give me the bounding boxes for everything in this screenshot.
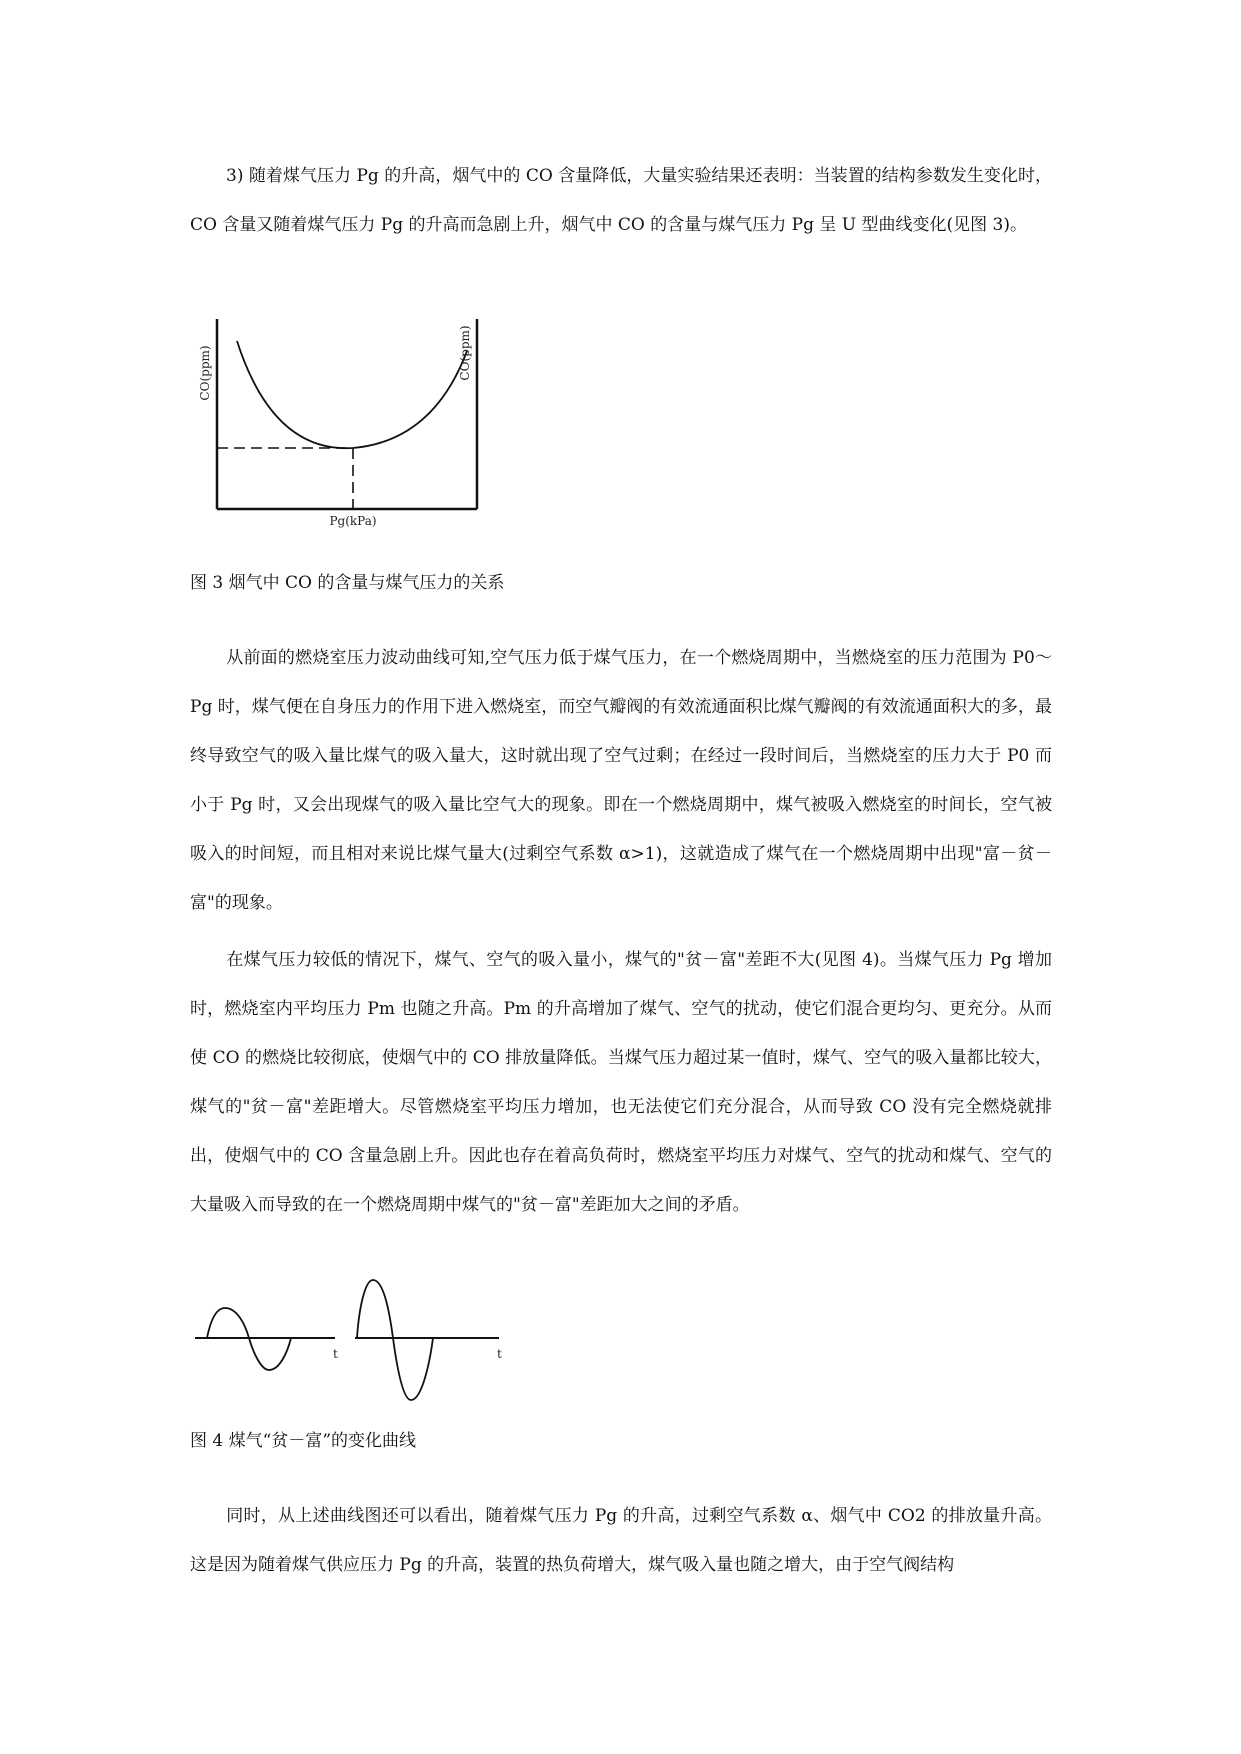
paragraph-4 (190, 1492, 1052, 1590)
paragraph-3-text: 在煤气压力较低的情况下，煤气、空气的吸入量小，煤气的"贫－富"差距不大(见图 4)。当煤气压力 Pg 增加时，燃烧室内平均压力 Pm 也随之升高。Pm 的升高增加了煤气、空气的扰动，使它们混合更均匀、更充分。从而使 CO 的燃烧比较彻底，使烟气中的 CO 排放量降低。当煤气压力超过某一值时，煤气、空气的吸入量都比较大，煤气的"贫－富"差距增大。尽管燃烧室平均压力增加，也无法使它们充分混合，从而导致 CO 没有完全燃烧就排出，使烟气中的 CO 含量急剧上升。因此也存在着高负荷时，燃烧室平均压力对煤气、空气的扰动和煤气、空气的大量吸入而导致的在一个燃烧周期中煤气的"贫－富"差距加大之间的矛盾。 (190, 950, 1052, 1215)
figure-3-chart (185, 313, 495, 533)
paragraph-1 (190, 152, 1052, 250)
figure-4-caption: 图 4 煤气“贫－富”的变化曲线 (190, 1431, 417, 1451)
wave-1-t-label: t (333, 1347, 338, 1361)
paragraph-2-text: 从前面的燃烧室压力波动曲线可知,空气压力低于煤气压力，在一个燃烧周期中，当燃烧室的压力范围为 P0～Pg 时，煤气便在自身压力的作用下进入燃烧室，而空气瓣阀的有效流通面积比煤气瓣阀的有效流通面积大的多，最终导致空气的吸入量比煤气的吸入量大，这时就出现了空气过剩；在经过一段时间后，当燃烧室的压力大于 P0 而小于 Pg 时，又会出现煤气的吸入量比空气大的现象。即在一个燃烧周期中，煤气被吸入燃烧室的时间长，空气被吸入的时间短，而且相对来说比煤气量大(过剩空气系数 α>1)，这就造成了煤气在一个燃烧周期中出现"富－贫－富"的现象。 (190, 648, 1052, 913)
paragraph-3 (190, 936, 1052, 1230)
figure-3-caption: 图 3 烟气中 CO 的含量与煤气压力的关系 (190, 573, 505, 593)
wave-2-t-label: t (497, 1347, 502, 1361)
x-axis-label: Pg(kPa) (329, 514, 377, 528)
u-curve (237, 341, 467, 448)
paragraph-4-text: 同时，从上述曲线图还可以看出，随着煤气压力 Pg 的升高，过剩空气系数 α、烟气中 CO2 的排放量升高。这是因为随着煤气供应压力 Pg 的升高，装置的热负荷增大，煤气吸入量也随之增大，由于空气阀结构 (190, 1506, 1052, 1575)
y-axis-label-right: CO(ppm) (458, 325, 472, 381)
y-axis-label-left: CO(ppm) (198, 345, 212, 401)
paragraph-2 (190, 634, 1052, 928)
figure-4-chart (195, 1268, 515, 1408)
paragraph-1-text: 3) 随着煤气压力 Pg 的升高，烟气中的 CO 含量降低，大量实验结果还表明：当装置的结构参数发生变化时，CO 含量又随着煤气压力 Pg 的升高而急剧上升，烟气中 CO 的含量与煤气压力 Pg 呈 U 型曲线变化(见图 3)。 (190, 166, 1052, 235)
wave-2-curve (357, 1280, 433, 1400)
